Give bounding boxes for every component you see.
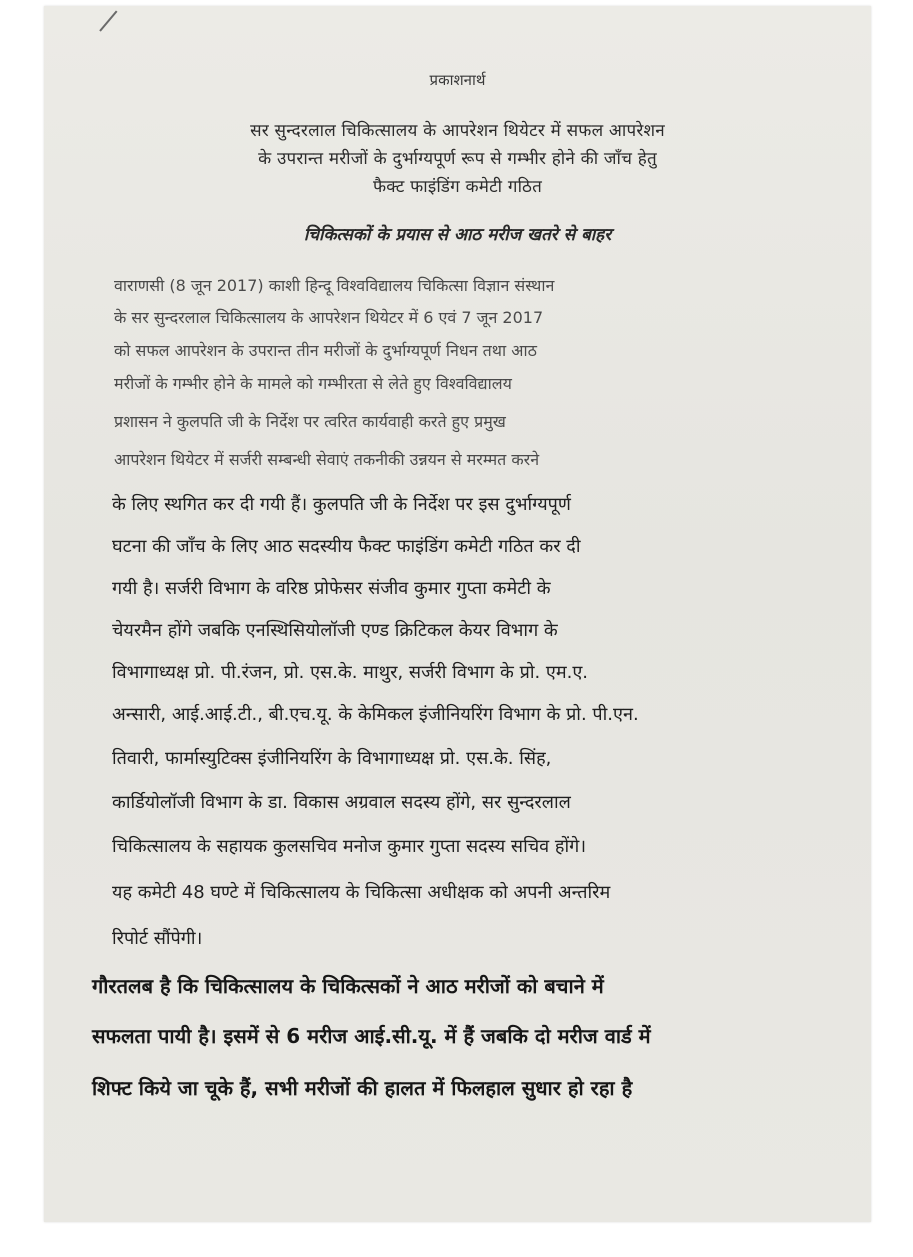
body-line: वाराणसी (8 जून 2017) काशी हिन्दू विश्वविद्यालय चिकित्सा विज्ञान संस्थान	[114, 276, 555, 295]
title-line-3: फैक्ट फाइंडिंग कमेटी गठित	[372, 177, 542, 197]
body-line: कार्डियोलॉजी विभाग के डा. विकास अग्रवाल सदस्य होंगे, सर सुन्दरलाल	[112, 792, 571, 813]
body-line: गयी है। सर्जरी विभाग के वरिष्ठ प्रोफेसर संजीव कुमार गुप्ता कमेटी के	[112, 578, 551, 599]
body-line: तिवारी, फार्मास्युटिक्स इंजीनियरिंग के विभागाध्यक्ष प्रो. एस.के. सिंह,	[112, 748, 552, 769]
body-line: यह कमेटी 48 घण्टे में चिकित्सालय के चिकित्सा अधीक्षक को अपनी अन्तरिम	[112, 882, 611, 903]
body-line: चिकित्सालय के सहायक कुलसचिव मनोज कुमार गुप्ता सदस्य सचिव होंगे।	[112, 836, 587, 857]
pen-mark	[99, 10, 117, 31]
publication-label: प्रकाशनार्थ	[429, 71, 486, 89]
body-line: विभागाध्यक्ष प्रो. पी.रंजन, प्रो. एस.के. माथुर, सर्जरी विभाग के प्रो. एम.ए.	[112, 662, 589, 683]
scanned-page	[44, 6, 871, 1222]
body-line: के सर सुन्दरलाल चिकित्सालय के आपरेशन थियेटर में 6 एवं 7 जून 2017	[114, 308, 544, 327]
body-line: अन्सारी, आई.आई.टी., बी.एच.यू. के केमिकल इंजीनियरिंग विभाग के प्रो. पी.एन.	[112, 704, 639, 725]
body-line: प्रशासन ने कुलपति जी के निर्देश पर त्वरित कार्यवाही करते हुए प्रमुख	[114, 412, 506, 431]
body-line: मरीजों के गम्भीर होने के मामले को गम्भीरता से लेते हुए विश्वविद्यालय	[114, 374, 512, 393]
subheading: चिकित्सकों के प्रयास से आठ मरीज खतरे से बाहर	[303, 225, 612, 245]
title-line-1: सर सुन्दरलाल चिकित्सालय के आपरेशन थियेटर में सफल आपरेशन	[250, 121, 665, 141]
title-line-2: के उपरान्त मरीजों के दुर्भाग्यपूर्ण रूप से गम्भीर होने की जाँच हेतु	[258, 149, 657, 169]
body-line: घटना की जाँच के लिए आठ सदस्यीय फैक्ट फाइंडिंग कमेटी गठित कर दी	[112, 536, 581, 557]
body-line: रिपोर्ट सौंपेगी।	[112, 928, 203, 949]
body-line: आपरेशन थियेटर में सर्जरी सम्बन्धी सेवाएं तकनीकी उन्नयन से मरम्मत करने	[114, 450, 540, 469]
body-line: चेयरमैन होंगे जबकि एनस्थिसियोलॉजी एण्ड क्रिटिकल केयर विभाग के	[112, 620, 558, 641]
closing-line: गौरतलब है कि चिकित्सालय के चिकित्सकों ने आठ मरीजों को बचाने में	[92, 974, 604, 998]
body-line: के लिए स्थगित कर दी गयी हैं। कुलपति जी के निर्देश पर इस दुर्भाग्यपूर्ण	[112, 494, 571, 515]
body-line: को सफल आपरेशन के उपरान्त तीन मरीजों के दुर्भाग्यपूर्ण निधन तथा आठ	[114, 341, 537, 360]
closing-line: सफलता पायी है। इसमें से 6 मरीज आई.सी.यू. में हैं जबकि दो मरीज वार्ड में	[92, 1024, 651, 1048]
closing-line: शिफ्ट किये जा चूके हैं, सभी मरीजों की हालत में फिलहाल सुधार हो रहा है	[92, 1076, 633, 1100]
